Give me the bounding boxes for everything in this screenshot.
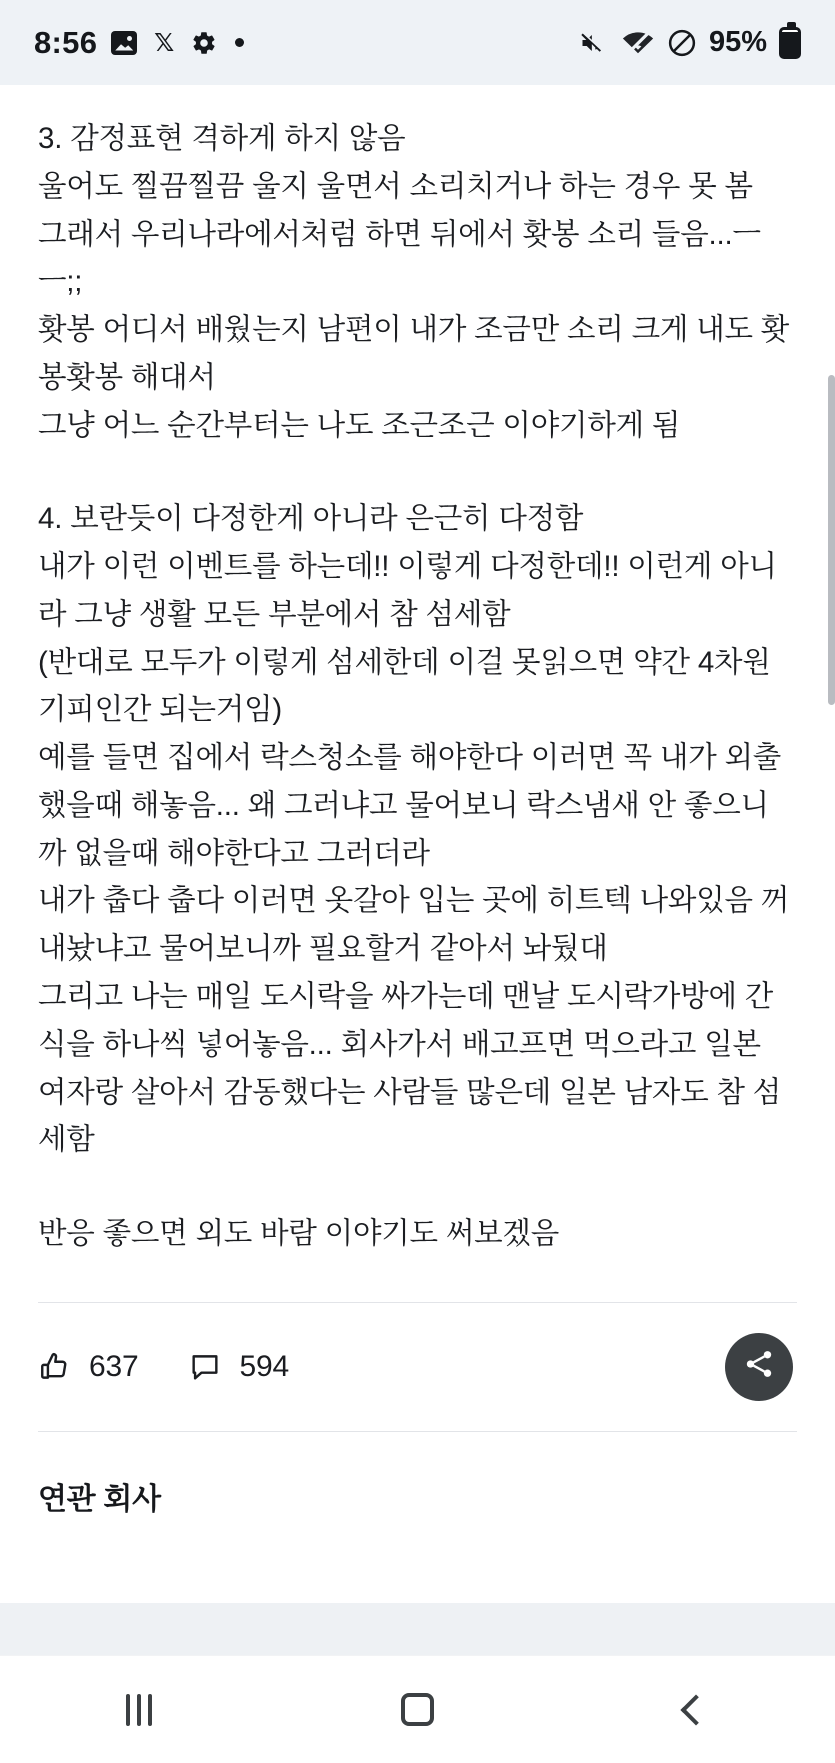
x-app-icon: 𝕏 [154, 27, 175, 57]
home-button[interactable] [337, 1656, 497, 1763]
back-chevron-icon [680, 1694, 711, 1725]
post-paragraph: (반대로 모두가 이렇게 섬세한데 이걸 못읽으면 약간 4차원 기피인간 되는거임) [38, 645, 771, 727]
post-paragraph: 4. 보란듯이 다정한게 아니라 은근히 다정함 [38, 502, 584, 536]
related-section-title: 연관 회사 [38, 1482, 161, 1516]
post-body [38, 85, 797, 1258]
system-navigation-bar [0, 1655, 835, 1763]
post-paragraph: 그냥 어느 순간부터는 나도 조근조근 이야기하게 됨 [38, 408, 681, 442]
post-paragraph: 반응 좋으면 외도 바람 이야기도 써보겠음 [38, 1216, 560, 1250]
share-icon [742, 1347, 776, 1386]
post-paragraph: 그래서 우리나라에서처럼 하면 뒤에서 홧봉 소리 들음...ㅡㅡ;; [38, 217, 761, 299]
comment-button[interactable] [188, 1350, 288, 1384]
post-paragraph: 3. 감정표현 격하게 하지 않음 [38, 122, 406, 155]
gear-icon [191, 30, 217, 56]
mute-icon [577, 29, 609, 57]
like-button[interactable] [38, 1350, 138, 1384]
share-button[interactable] [725, 1333, 793, 1401]
do-not-disturb-icon [667, 28, 697, 58]
post-paragraph: 그리고 나는 매일 도시락을 싸가는데 맨날 도시락가방에 간식을 하나씩 넣어놓음... 회사가서 배고프면 먹으라고 일본 여자랑 살아서 감동했다는 사람들 많은데 일본 남자도 참 섬세함 [38, 980, 782, 1157]
battery-icon [779, 27, 801, 59]
scrollbar[interactable] [828, 375, 835, 705]
thumbs-up-icon [38, 1350, 72, 1384]
post-paragraph: 울어도 찔끔찔끔 울지 울면서 소리치거나 하는 경우 못 봄 [38, 169, 753, 203]
dot-icon [235, 38, 244, 47]
battery-percent: 95% [708, 26, 767, 58]
like-count: 637 [89, 1349, 139, 1383]
recents-button[interactable] [59, 1656, 219, 1763]
home-icon [401, 1693, 434, 1726]
comment-icon [188, 1350, 222, 1384]
post-content-area[interactable] [0, 85, 835, 1557]
post-paragraph: 내가 이런 이벤트를 하는데!! 이렇게 다정한데!! 이런게 아니라 그냥 생활 모든 부분에서 참 섬세함 [38, 549, 777, 631]
status-bar-left [34, 25, 244, 61]
status-bar [0, 0, 835, 85]
bottom-filler [0, 1557, 835, 1603]
comment-count: 594 [239, 1349, 289, 1383]
status-bar-right [577, 26, 801, 59]
bottom-gray-strip [0, 1603, 835, 1655]
post-paragraph: 내가 춥다 춥다 이러면 옷갈아 입는 곳에 히트텍 나와있음 꺼내놨냐고 물어보니까 필요할거 같아서 놔뒀대 [38, 884, 790, 966]
gallery-icon [111, 31, 137, 55]
post-paragraph: 예를 들면 집에서 락스청소를 해야한다 이러면 꼭 내가 외출했을때 해놓음... 왜 그러냐고 물어보니 락스냄새 안 좋으니까 없을때 해야한다고 그러더라 [38, 741, 782, 870]
status-clock: 8:56 [34, 24, 98, 60]
related-section [38, 1431, 797, 1518]
post-paragraph: 홧봉 어디서 배웠는지 남편이 내가 조금만 소리 크게 내도 홧봉홧봉 해대서 [38, 313, 790, 394]
reaction-bar [38, 1303, 797, 1431]
recents-icon [126, 1694, 152, 1726]
back-button[interactable] [616, 1656, 776, 1763]
wifi-icon [621, 29, 655, 57]
